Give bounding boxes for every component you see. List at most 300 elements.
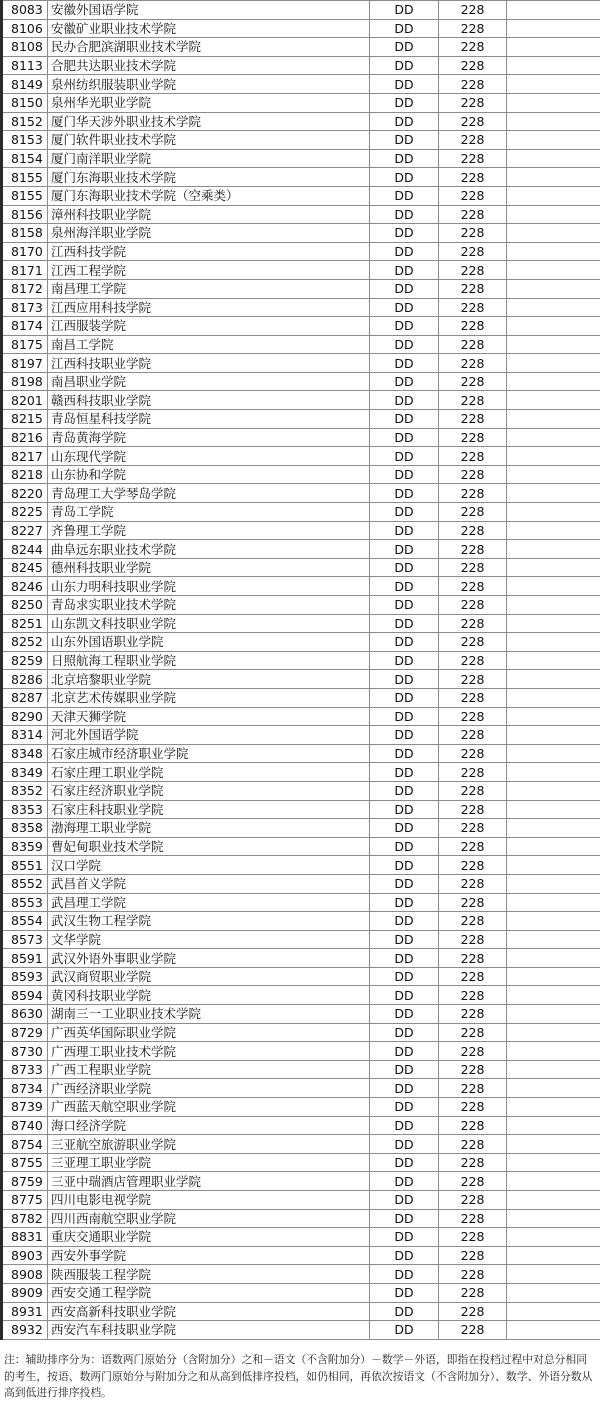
school-name-cell: 曲阜远东职业技术学院 (48, 540, 370, 559)
batch-type-cell: DD (370, 1098, 439, 1117)
table-row (2, 744, 600, 763)
blank-cell (507, 131, 600, 150)
school-code-cell: 8931 (2, 1302, 48, 1321)
table-row (2, 56, 600, 75)
batch-type-cell: DD (370, 242, 439, 261)
batch-type-cell: DD (370, 1153, 439, 1172)
blank-cell (507, 168, 600, 187)
blank-cell (507, 837, 600, 856)
school-code-cell: 8106 (2, 19, 48, 38)
school-name-cell: 安徽外国语学院 (48, 1, 370, 20)
school-code-cell: 8286 (2, 670, 48, 689)
batch-type-cell: DD (370, 1209, 439, 1228)
score-cell: 228 (439, 149, 507, 168)
score-cell: 228 (439, 186, 507, 205)
blank-cell (507, 1023, 600, 1042)
score-cell: 228 (439, 503, 507, 522)
batch-type-cell: DD (370, 558, 439, 577)
school-name-cell: 武汉生物工程学院 (48, 912, 370, 931)
score-cell: 228 (439, 484, 507, 503)
school-name-cell: 石家庄理工职业学院 (48, 763, 370, 782)
school-code-cell: 8755 (2, 1153, 48, 1172)
blank-cell (507, 521, 600, 540)
school-code-cell: 8154 (2, 149, 48, 168)
batch-type-cell: DD (370, 1321, 439, 1340)
school-code-cell: 8150 (2, 93, 48, 112)
batch-type-cell: DD (370, 614, 439, 633)
batch-type-cell: DD (370, 540, 439, 559)
score-cell: 228 (439, 726, 507, 745)
batch-type-cell: DD (370, 1191, 439, 1210)
table-row (2, 428, 600, 447)
school-code-cell: 8215 (2, 410, 48, 429)
school-code-cell: 8593 (2, 967, 48, 986)
table-row (2, 596, 600, 615)
school-code-cell: 8152 (2, 112, 48, 131)
batch-type-cell: DD (370, 149, 439, 168)
batch-type-cell: DD (370, 93, 439, 112)
school-name-cell: 江西工程学院 (48, 261, 370, 280)
school-code-cell: 8908 (2, 1265, 48, 1284)
score-cell: 228 (439, 1, 507, 20)
blank-cell (507, 670, 600, 689)
school-name-cell: 湖南三一工业职业技术学院 (48, 1005, 370, 1024)
score-cell: 228 (439, 1135, 507, 1154)
table-row (2, 577, 600, 596)
school-name-cell: 厦门东海职业技术学院 (48, 168, 370, 187)
school-code-cell: 8553 (2, 893, 48, 912)
blank-cell (507, 1079, 600, 1098)
batch-type-cell: DD (370, 447, 439, 466)
score-cell: 228 (439, 261, 507, 280)
score-cell: 228 (439, 112, 507, 131)
blank-cell (507, 596, 600, 615)
batch-type-cell: DD (370, 1265, 439, 1284)
table-row (2, 168, 600, 187)
school-name-cell: 北京艺术传媒职业学院 (48, 688, 370, 707)
school-name-cell: 广西经济职业学院 (48, 1079, 370, 1098)
blank-cell (507, 1, 600, 20)
score-cell: 228 (439, 372, 507, 391)
blank-cell (507, 112, 600, 131)
school-name-cell: 山东现代学院 (48, 447, 370, 466)
score-cell: 228 (439, 912, 507, 931)
table-row (2, 949, 600, 968)
school-code-cell: 8348 (2, 744, 48, 763)
table-row (2, 1005, 600, 1024)
score-cell: 228 (439, 967, 507, 986)
table-row (2, 1209, 600, 1228)
school-name-cell: 日照航海工程职业学院 (48, 651, 370, 670)
school-code-cell: 8349 (2, 763, 48, 782)
table-row (2, 205, 600, 224)
blank-cell (507, 912, 600, 931)
table-row (2, 410, 600, 429)
footnote: 注：辅助排序分为：语数两门原始分（含附加分）之和－语文（不含附加分）－数学－外语，即指在投档过程中对总分相同的考生，按语、数两门原始分与附加分之和从高到低排序投档，如仍相同，再依次按语文（不含附加分）、数学、外语分数从高到低进行排序投档。 (4, 1353, 593, 1399)
table-row (2, 186, 600, 205)
school-code-cell: 8113 (2, 56, 48, 75)
table-row (2, 651, 600, 670)
score-cell: 228 (439, 279, 507, 298)
school-name-cell: 汉口学院 (48, 856, 370, 875)
score-cell: 228 (439, 874, 507, 893)
school-name-cell: 南昌理工学院 (48, 279, 370, 298)
school-code-cell: 8729 (2, 1023, 48, 1042)
blank-cell (507, 1209, 600, 1228)
school-code-cell: 8198 (2, 372, 48, 391)
score-cell: 228 (439, 1321, 507, 1340)
table-row (2, 224, 600, 243)
school-name-cell: 漳州科技职业学院 (48, 205, 370, 224)
blank-cell (507, 707, 600, 726)
blank-cell (507, 781, 600, 800)
school-code-cell: 8155 (2, 168, 48, 187)
school-name-cell: 西安高新科技职业学院 (48, 1302, 370, 1321)
score-cell: 228 (439, 1153, 507, 1172)
school-code-cell: 8730 (2, 1042, 48, 1061)
school-name-cell: 德州科技职业学院 (48, 558, 370, 577)
batch-type-cell: DD (370, 354, 439, 373)
school-code-cell: 8733 (2, 1060, 48, 1079)
score-cell: 228 (439, 986, 507, 1005)
blank-cell (507, 633, 600, 652)
school-name-cell: 江西应用科技学院 (48, 298, 370, 317)
blank-cell (507, 391, 600, 410)
blank-cell (507, 1265, 600, 1284)
batch-type-cell: DD (370, 1228, 439, 1247)
school-code-cell: 8352 (2, 781, 48, 800)
table-row (2, 1023, 600, 1042)
blank-cell (507, 726, 600, 745)
blank-cell (507, 56, 600, 75)
table-row (2, 874, 600, 893)
blank-cell (507, 967, 600, 986)
score-cell: 228 (439, 800, 507, 819)
batch-type-cell: DD (370, 428, 439, 447)
school-name-cell: 四川西南航空职业学院 (48, 1209, 370, 1228)
score-cell: 228 (439, 633, 507, 652)
score-cell: 228 (439, 1060, 507, 1079)
school-code-cell: 8739 (2, 1098, 48, 1117)
school-code-cell: 8287 (2, 688, 48, 707)
blank-cell (507, 1135, 600, 1154)
batch-type-cell: DD (370, 1246, 439, 1265)
school-name-cell: 重庆交通职业学院 (48, 1228, 370, 1247)
table-row (2, 1172, 600, 1191)
table-row (2, 633, 600, 652)
batch-type-cell: DD (370, 726, 439, 745)
table-row (2, 149, 600, 168)
table-row (2, 540, 600, 559)
school-name-cell: 石家庄城市经济职业学院 (48, 744, 370, 763)
school-code-cell: 8782 (2, 1209, 48, 1228)
batch-type-cell: DD (370, 800, 439, 819)
score-cell: 228 (439, 224, 507, 243)
table-row (2, 1228, 600, 1247)
batch-type-cell: DD (370, 744, 439, 763)
score-cell: 228 (439, 1228, 507, 1247)
school-name-cell: 石家庄经济职业学院 (48, 781, 370, 800)
table-row (2, 484, 600, 503)
school-code-cell: 8250 (2, 596, 48, 615)
blank-cell (507, 428, 600, 447)
table-row (2, 317, 600, 336)
table-row (2, 391, 600, 410)
school-code-cell: 8201 (2, 391, 48, 410)
school-name-cell: 三亚理工职业学院 (48, 1153, 370, 1172)
score-cell: 228 (439, 93, 507, 112)
blank-cell (507, 949, 600, 968)
batch-type-cell: DD (370, 1, 439, 20)
table-row (2, 1116, 600, 1135)
batch-type-cell: DD (370, 967, 439, 986)
blank-cell (507, 93, 600, 112)
blank-cell (507, 930, 600, 949)
table-row (2, 242, 600, 261)
school-name-cell: 山东协和学院 (48, 465, 370, 484)
score-cell: 228 (439, 1172, 507, 1191)
blank-cell (507, 465, 600, 484)
table-row (2, 763, 600, 782)
school-code-cell: 8259 (2, 651, 48, 670)
blank-cell (507, 1060, 600, 1079)
score-cell: 228 (439, 1265, 507, 1284)
batch-type-cell: DD (370, 75, 439, 94)
school-name-cell: 合肥共达职业技术学院 (48, 56, 370, 75)
batch-type-cell: DD (370, 912, 439, 931)
school-name-cell: 泉州海洋职业学院 (48, 224, 370, 243)
batch-type-cell: DD (370, 335, 439, 354)
batch-type-cell: DD (370, 1302, 439, 1321)
school-name-cell: 青岛求实职业技术学院 (48, 596, 370, 615)
blank-cell (507, 75, 600, 94)
table-row (2, 781, 600, 800)
school-name-cell: 泉州纺织服装职业学院 (48, 75, 370, 94)
blank-cell (507, 1116, 600, 1135)
table-row (2, 1153, 600, 1172)
table-row (2, 893, 600, 912)
table-row (2, 503, 600, 522)
table-row (2, 930, 600, 949)
blank-cell (507, 893, 600, 912)
score-cell: 228 (439, 335, 507, 354)
batch-type-cell: DD (370, 521, 439, 540)
score-cell: 228 (439, 893, 507, 912)
score-cell: 228 (439, 428, 507, 447)
school-name-cell: 广西英华国际职业学院 (48, 1023, 370, 1042)
school-name-cell: 陕西服装工程学院 (48, 1265, 370, 1284)
batch-type-cell: DD (370, 56, 439, 75)
score-cell: 228 (439, 577, 507, 596)
school-code-cell: 8903 (2, 1246, 48, 1265)
blank-cell (507, 410, 600, 429)
school-code-cell: 8552 (2, 874, 48, 893)
batch-type-cell: DD (370, 837, 439, 856)
score-cell: 228 (439, 558, 507, 577)
table-row (2, 279, 600, 298)
table-row (2, 1321, 600, 1340)
blank-cell (507, 1172, 600, 1191)
school-name-cell: 山东凯文科技职业学院 (48, 614, 370, 633)
school-code-cell: 8155 (2, 186, 48, 205)
school-code-cell: 8358 (2, 819, 48, 838)
table-body (2, 1, 600, 1340)
table-row (2, 93, 600, 112)
table-row (2, 1060, 600, 1079)
school-code-cell: 8554 (2, 912, 48, 931)
school-code-cell: 8149 (2, 75, 48, 94)
batch-type-cell: DD (370, 317, 439, 336)
school-name-cell: 西安汽车科技职业学院 (48, 1321, 370, 1340)
batch-type-cell: DD (370, 633, 439, 652)
blank-cell (507, 317, 600, 336)
batch-type-cell: DD (370, 298, 439, 317)
table-row (2, 372, 600, 391)
blank-cell (507, 1005, 600, 1024)
score-cell: 228 (439, 1042, 507, 1061)
blank-cell (507, 149, 600, 168)
batch-type-cell: DD (370, 596, 439, 615)
blank-cell (507, 1098, 600, 1117)
school-code-cell: 8175 (2, 335, 48, 354)
score-cell: 228 (439, 1302, 507, 1321)
school-name-cell: 青岛理工大学琴岛学院 (48, 484, 370, 503)
school-name-cell: 河北外国语学院 (48, 726, 370, 745)
school-name-cell: 江西服装学院 (48, 317, 370, 336)
table-row (2, 967, 600, 986)
batch-type-cell: DD (370, 410, 439, 429)
school-code-cell: 8909 (2, 1283, 48, 1302)
blank-cell (507, 819, 600, 838)
school-name-cell: 厦门华天涉外职业技术学院 (48, 112, 370, 131)
school-name-cell: 山东力明科技职业学院 (48, 577, 370, 596)
batch-type-cell: DD (370, 484, 439, 503)
blank-cell (507, 1042, 600, 1061)
batch-type-cell: DD (370, 261, 439, 280)
school-code-cell: 8740 (2, 1116, 48, 1135)
score-cell: 228 (439, 410, 507, 429)
score-cell: 228 (439, 651, 507, 670)
score-cell: 228 (439, 596, 507, 615)
school-name-cell: 武昌首义学院 (48, 874, 370, 893)
table-row (2, 298, 600, 317)
batch-type-cell: DD (370, 465, 439, 484)
school-code-cell: 8754 (2, 1135, 48, 1154)
blank-cell (507, 651, 600, 670)
school-code-cell: 8156 (2, 205, 48, 224)
table-row (2, 986, 600, 1005)
table-row (2, 19, 600, 38)
table-row (2, 1, 600, 20)
table-row (2, 1246, 600, 1265)
school-code-cell: 8227 (2, 521, 48, 540)
table-row (2, 1191, 600, 1210)
school-code-cell: 8220 (2, 484, 48, 503)
batch-type-cell: DD (370, 1060, 439, 1079)
batch-type-cell: DD (370, 224, 439, 243)
table-row (2, 614, 600, 633)
score-cell: 228 (439, 391, 507, 410)
table-row (2, 1265, 600, 1284)
blank-cell (507, 335, 600, 354)
school-code-cell: 8216 (2, 428, 48, 447)
school-name-cell: 武汉商贸职业学院 (48, 967, 370, 986)
table-row (2, 707, 600, 726)
batch-type-cell: DD (370, 856, 439, 875)
blank-cell (507, 242, 600, 261)
school-name-cell: 西安外事学院 (48, 1246, 370, 1265)
school-code-cell: 8591 (2, 949, 48, 968)
school-name-cell: 广西理工职业技术学院 (48, 1042, 370, 1061)
table-row (2, 1042, 600, 1061)
table-row (2, 261, 600, 280)
score-cell: 228 (439, 242, 507, 261)
batch-type-cell: DD (370, 874, 439, 893)
score-cell: 228 (439, 447, 507, 466)
blank-cell (507, 577, 600, 596)
batch-type-cell: DD (370, 372, 439, 391)
blank-cell (507, 1191, 600, 1210)
blank-cell (507, 372, 600, 391)
score-cell: 228 (439, 131, 507, 150)
school-name-cell: 泉州华光职业学院 (48, 93, 370, 112)
blank-cell (507, 1228, 600, 1247)
school-code-cell: 8252 (2, 633, 48, 652)
school-name-cell: 民办合肥滨湖职业技术学院 (48, 38, 370, 57)
batch-type-cell: DD (370, 279, 439, 298)
score-cell: 228 (439, 614, 507, 633)
school-code-cell: 8218 (2, 465, 48, 484)
school-code-cell: 8244 (2, 540, 48, 559)
table-row (2, 688, 600, 707)
blank-cell (507, 540, 600, 559)
school-code-cell: 8359 (2, 837, 48, 856)
school-name-cell: 青岛黄海学院 (48, 428, 370, 447)
school-code-cell: 8246 (2, 577, 48, 596)
school-name-cell: 青岛恒星科技学院 (48, 410, 370, 429)
score-cell: 228 (439, 354, 507, 373)
school-code-cell: 8083 (2, 1, 48, 20)
table-row (2, 1302, 600, 1321)
blank-cell (507, 503, 600, 522)
table-row (2, 670, 600, 689)
school-code-cell: 8551 (2, 856, 48, 875)
batch-type-cell: DD (370, 949, 439, 968)
batch-type-cell: DD (370, 391, 439, 410)
school-code-cell: 8153 (2, 131, 48, 150)
score-cell: 228 (439, 75, 507, 94)
score-cell: 228 (439, 930, 507, 949)
table-row (2, 726, 600, 745)
batch-type-cell: DD (370, 131, 439, 150)
batch-type-cell: DD (370, 1135, 439, 1154)
school-code-cell: 8170 (2, 242, 48, 261)
school-name-cell: 青岛工学院 (48, 503, 370, 522)
table-row (2, 558, 600, 577)
batch-type-cell: DD (370, 688, 439, 707)
score-cell: 228 (439, 317, 507, 336)
batch-type-cell: DD (370, 1042, 439, 1061)
school-name-cell: 南昌职业学院 (48, 372, 370, 391)
table-row (2, 1098, 600, 1117)
batch-type-cell: DD (370, 819, 439, 838)
batch-type-cell: DD (370, 577, 439, 596)
school-name-cell: 江西科技学院 (48, 242, 370, 261)
batch-type-cell: DD (370, 205, 439, 224)
score-cell: 228 (439, 688, 507, 707)
school-name-cell: 西安交通工程学院 (48, 1283, 370, 1302)
batch-type-cell: DD (370, 1005, 439, 1024)
